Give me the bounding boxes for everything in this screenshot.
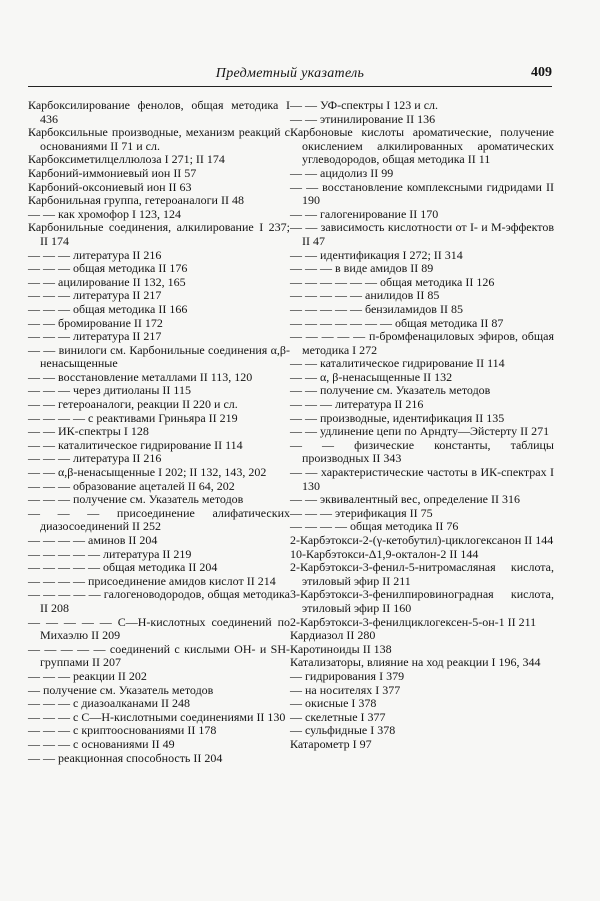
index-entry: — — — — — бензиламидов II 85 — [290, 301, 463, 316]
header-title: Предметный указатель — [215, 66, 365, 81]
index-entry: — — получение см. Указатель методов — [290, 383, 491, 398]
index-entry: — — винилоги см. Карбонильные соединения α,β-ненасыщенные — [28, 342, 290, 371]
index-entry: — — гетероаналоги, реакции II 220 и сл. — [28, 397, 238, 412]
index-entry: — — — — — п-бромфенациловых эфиров, общая методика I 272 — [290, 329, 554, 357]
index-entry: — — — через дитиоланы II 115 — [28, 383, 191, 398]
index-entry: — — зависимость кислотности от I- и M-эффектов II 47 — [290, 220, 554, 248]
index-entry: — — — — — С—Н-кислотных соединений по Михаэлю II 209 — [28, 614, 290, 643]
index-entry: Катализаторы, влияние на ход реакции I 196, 344 — [290, 655, 541, 670]
index-entry: — — реакционная способность II 204 — [28, 750, 223, 765]
running-header — [28, 62, 552, 87]
index-entry: — — ИК-спектры I 128 — [28, 424, 149, 439]
index-entry: — — — общая методика II 176 — [28, 261, 188, 276]
index-entry: Карбонильная группа, гетероаналоги II 48 — [28, 193, 244, 208]
index-entry: Карбоновые кислоты ароматические, получение окислением алкилированных ароматических углеводородов, общая методика II 11 — [290, 125, 554, 167]
index-entry: — — — — с реактивами Гриньяра II 219 — [28, 410, 238, 425]
index-entry: — — — литература II 216 — [28, 451, 162, 466]
index-entry: — — — — — литература II 219 — [28, 546, 192, 561]
index-entry: — — — — — общая методика II 204 — [28, 560, 218, 575]
index-column-left — [28, 99, 290, 765]
index-entry: — — α, β-ненасыщенные II 132 — [290, 369, 453, 384]
index-entry: Катарометр I 97 — [290, 736, 372, 751]
index-entry: — — — этерификация II 75 — [290, 505, 433, 520]
index-entry: — — галогенирование II 170 — [290, 206, 439, 221]
index-entry: — — эквивалентный вес, определение II 316 — [290, 492, 520, 507]
index-entry: — скелетные I 377 — [290, 709, 386, 724]
index-entry: 2-Карбэтокси-3-фенил-5-нитромасляная кислота, этиловый эфир II 211 — [290, 560, 554, 588]
index-entry: — — — с основаниями II 49 — [28, 736, 175, 751]
index-entry: — — — образование ацеталей II 64, 202 — [28, 478, 235, 493]
index-entry: — — ацидолиз II 99 — [290, 165, 394, 180]
index-entry: — гидрирования I 379 — [290, 668, 405, 683]
index-entry: — — α,β-ненасыщенные I 202; II 132, 143, 202 — [28, 465, 267, 480]
index-entry: — — — — — соединений с кислыми ОН- и SH-группами II 207 — [28, 641, 290, 670]
index-entry: — — — с диазоалканами II 248 — [28, 696, 190, 711]
index-entry: — — восстановление металлами II 113, 120 — [28, 369, 253, 384]
index-entry: — — — литература II 217 — [28, 329, 162, 344]
index-entry: — — — — аминов II 204 — [28, 533, 158, 547]
index-entry: — на носителях I 377 — [290, 682, 401, 697]
index-entry: Карбоний-иммониевый ион II 57 — [28, 165, 197, 180]
index-entry: Кардиазол II 280 — [290, 628, 376, 643]
index-entry: — — характеристические частоты в ИК-спектрах I 130 — [290, 465, 554, 493]
index-entry: — — — — — галогеноводородов, общая методика II 208 — [28, 587, 290, 615]
index-entry: — — — общая методика II 166 — [28, 301, 188, 316]
index-entry: — — — получение см. Указатель методов — [28, 492, 244, 507]
index-entry: — сульфидные I 378 — [290, 723, 396, 738]
index-entry: — — — — — — общая методика II 126 — [290, 274, 495, 289]
index-column-right — [290, 99, 554, 752]
index-entry: — — этинилирование II 136 — [290, 111, 436, 126]
index-entry: — — — с С—Н-кислотными соединениями II 130 — [28, 709, 286, 724]
index-entry: — — восстановление комплексными гидридами II 190 — [290, 179, 554, 208]
index-entry: — — — присоединение алифатических диазосоединений II 252 — [28, 505, 290, 534]
index-entry: 2-Карбэтокси-3-фенилциклогексен-5-он-1 II 211 — [290, 614, 537, 629]
index-entry: Карбоксильные производные, механизм реакций с основаниями II 71 и сл. — [28, 125, 290, 153]
index-entry: — — каталитическое гидрирование II 114 — [290, 356, 505, 371]
index-entry: — — — — — анилидов II 85 — [290, 288, 440, 303]
index-entry: Каротиноиды II 138 — [290, 641, 392, 656]
index-entry: — — бромирование II 172 — [28, 315, 163, 330]
index-entry: 2-Карбэтокси-2-(γ-кетобутил)-циклогексанон II 144 — [290, 533, 554, 547]
index-entry: — — — литература II 217 — [28, 288, 162, 303]
index-entry: — — — с криптооснованиями II 178 — [28, 723, 217, 738]
index-entry: — — — — — — — общая методика II 87 — [290, 315, 504, 330]
index-entry: — — физические константы, таблицы производных II 343 — [290, 437, 554, 466]
index-entry: — — ацилирование II 132, 165 — [28, 274, 186, 289]
index-entry: 10-Карбэтокси-Δ1,9-окталон-2 II 144 — [290, 546, 479, 561]
index-entry: — получение см. Указатель методов — [28, 682, 214, 697]
index-entry: — — — литература II 216 — [28, 247, 162, 262]
index-entry: 3-Карбэтокси-3-фенилпировиноградная кислота, этиловый эфир II 160 — [290, 587, 554, 615]
index-entry: Карбоксилирование фенолов, общая методика I 436 — [28, 98, 290, 126]
index-entry: — — УФ-спектры I 123 и сл. — [290, 98, 439, 112]
index-entry: — — — в виде амидов II 89 — [290, 261, 434, 276]
index-entry: Карбонильные соединения, алкилирование I 237; II 174 — [28, 220, 290, 248]
index-entry: — — производные, идентификация II 135 — [290, 410, 505, 425]
index-entry: — — каталитическое гидрирование II 114 — [28, 437, 243, 452]
index-entry: — — — — общая методика II 76 — [290, 519, 459, 534]
index-entry: — — удлинение цепи по Арндту—Эйстерту II 271 — [290, 424, 550, 439]
index-entry: — — — реакции II 202 — [28, 668, 147, 683]
page-number: 409 — [531, 65, 552, 80]
index-entry: — окисные I 378 — [290, 696, 377, 711]
index-entry: — — как хромофор I 123, 124 — [28, 206, 181, 221]
index-entry: — — — — присоединение амидов кислот II 214 — [28, 573, 276, 588]
index-entry: Карбоксиметилцеллюлоза I 271; II 174 — [28, 152, 225, 167]
index-entry: — — — литература II 216 — [290, 397, 424, 412]
index-entry: — — идентификация I 272; II 314 — [290, 247, 463, 262]
index-entry: Карбоний-оксониевый ион II 63 — [28, 179, 192, 194]
